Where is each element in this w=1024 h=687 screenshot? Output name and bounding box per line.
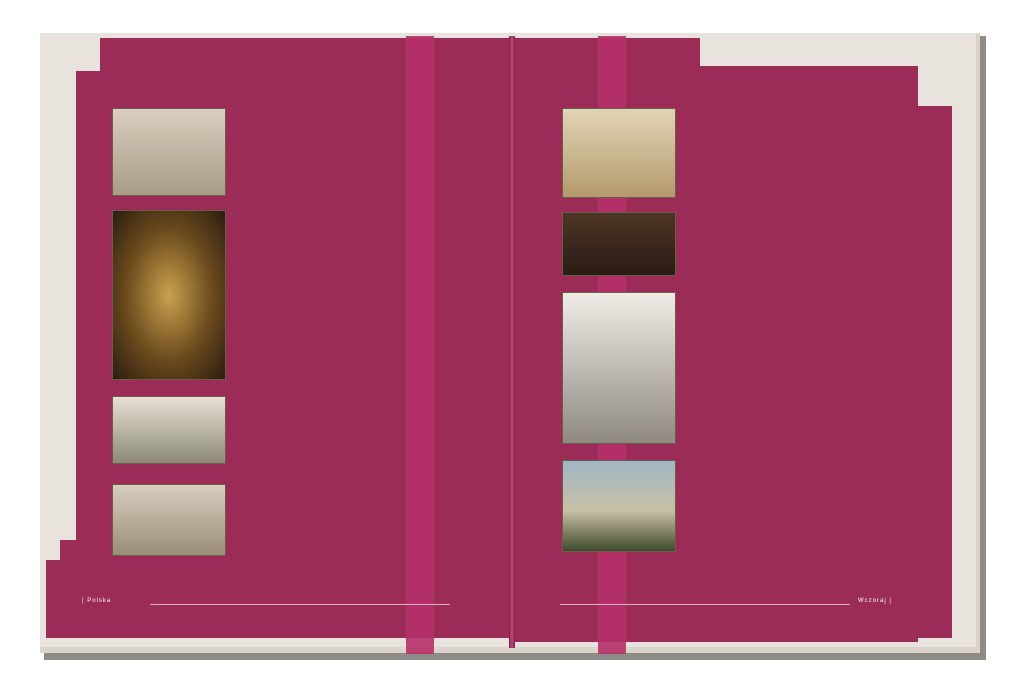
right-magenta-edge: [918, 106, 952, 638]
right-body-text: [688, 104, 888, 572]
footer-rule: [150, 604, 450, 605]
left-magenta-foot: [46, 560, 86, 638]
left-body-text: [230, 104, 422, 572]
spine-gutter: [509, 36, 515, 648]
right-corner-cream: [700, 38, 976, 66]
right-folio: Wczoraj |: [858, 598, 892, 604]
illustration-image: [112, 210, 226, 380]
illustration-image: [112, 396, 226, 464]
illustration-image: [562, 292, 676, 444]
footer-rule: [560, 604, 850, 605]
illustration-image: [562, 212, 676, 276]
right-edge-cream: [952, 106, 976, 646]
running-head: Polska: [87, 598, 112, 604]
illustration-image: [562, 460, 676, 552]
left-folio: | Polska: [82, 598, 112, 604]
illustration-image: [112, 108, 226, 196]
left-corner-cream: [40, 33, 100, 71]
running-head: Wczoraj: [858, 598, 887, 604]
right-corner-cream: [918, 66, 976, 106]
illustration-image: [112, 484, 226, 556]
illustration-image: [562, 108, 676, 198]
